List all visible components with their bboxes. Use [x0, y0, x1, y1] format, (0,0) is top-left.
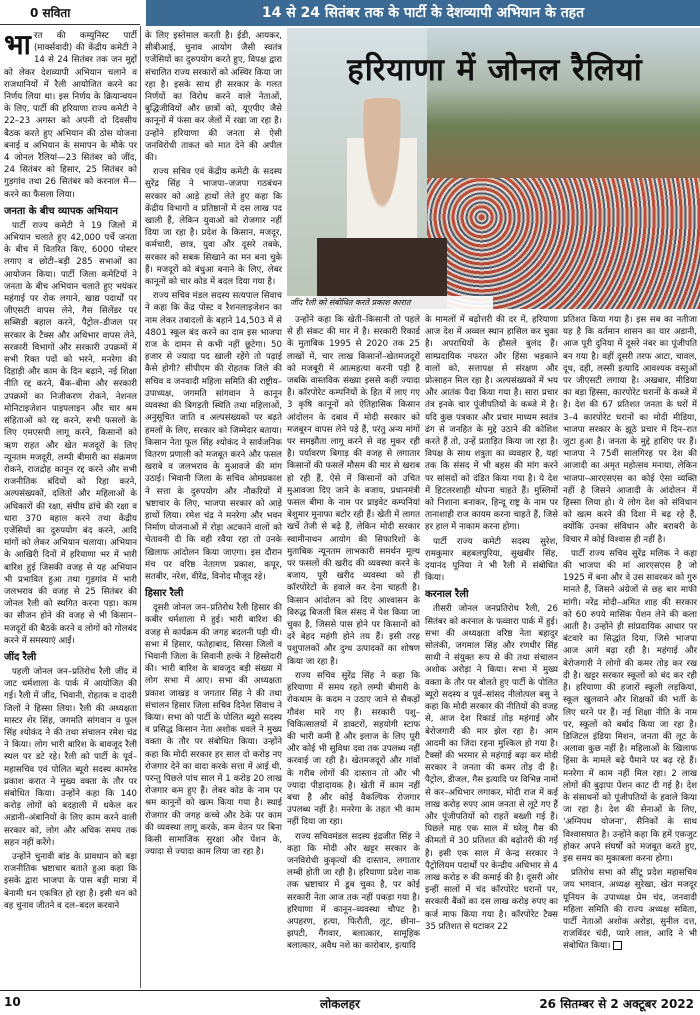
col1-para-1: रत की कम्युनिस्ट पार्टी (मार्क्सवादी) की केंद्रीय कमेटी ने 14 से 24 सितंबर तक जन मुद्दों को लेकर देशव्यापी अभियान चलाने व राजधानियों में रैली आयोजित करने का निर्णय लिया था। इस निर्णय के क्रियान्वयन के लिए, पार्टी की हरियाणा राज्य कमेटी ने 22–23 अगस्त को अपनी दो दिवसीय बैठक करते हुए अभियान की ठोस योजना बनाई व अभियान के समापन के मौके पर 4 जोनल रैलियां—23 सितंबर को जींद, 24 सितंबर को हिसार, 25 सितंबर को गुड़गांव तथा 26 सितंबर को करनाल में—करने का फैसला लिया।	[4, 31, 137, 200]
dropcap: भा	[4, 30, 31, 61]
col4-para-2: पार्टी राज्य कमेटी सदस्य सुरेश, रामकुमार बहबलपुरिया, सुखबीर सिंह, दयानंद पूनिया ने भी रैली में संबोधित किया।	[425, 536, 558, 584]
top-banner: 14 से 24 सितंबर तक के पार्टी के देशव्यापी अभियान के तहत	[146, 0, 700, 26]
subhead-karnal: करनाल रैली	[425, 589, 469, 601]
subhead-hisar: हिसार रैली	[145, 588, 184, 600]
column-rule	[140, 26, 141, 988]
page-footer	[0, 990, 700, 1015]
col2-para-3: राज्य सचिव मंडल सदस्य सत्यपाल सिवाच ने कहा कि केंद्र पोस्ट व रैशनलाइजेशन का नाम लेकर तबादलों के बहाने 14,503 में से 4801 स्कूल बंद करने का दाम इस भाजपा राज के दामन से कभी नहीं छूटेगा। 50 हजार से ज्यादा पद खाली रहेंगे तो पढ़ाई कैसे होगी? सीपीएम की रोहतक जिले की सचिव व जनवादी महिला समिति की राष्ट्रीय–उपाध्यक्ष, जगमति सांगवान ने कानून व्यवस्था की बिगड़ती स्थिति तथा महिलाओं, अनुसूचित जाति व अल्पसंख्यकों पर बढ़ते हमलों के लिए, सरकार को जिम्मेदार बताया। किसान नेता फूल सिंह श्योकंद ने सार्वजनिक वितरण प्रणाली को मजबूत करने और फसल खराबे व जलभराव के मुआवजे की मांग उठाई। भिवानी जिला के सचिव ओमप्रकाश ने सत्ता के दुरुपयोग और नौकरियों में भ्रष्टाचार के लिए, भाजपा सरकार को आड़े हाथों लिया। रमेश चंद्र ने मनरेगा और भवन निर्माण योजनाओं में रोड़ा अटकाने वालों को चेतावनी दी कि वही रवैया रहा तो उनके खिलाफ आंदोलन किया जाएगा। इस दौरान मंच पर वरिष्ठ नेतागण प्रकाश, कपूर, सतबीर, नरेश, वीरेंद्र, विनोद मौजूद रहे।	[145, 291, 282, 582]
col2-para-2: राज्य सचिव एवं केंद्रीय कमेटी के सदस्य सुरेंद्र सिंह ने भाजपा–जजपा गठबंधन सरकार को आड़े हाथों लेते हुए कहा कि केंद्रीय विभागों व प्रतिष्ठानों में दस लाख पद खाली हैं, लेकिन युवाओं को रोजगार नहीं दिया जा रहा है। प्रदेश के किसान, मजदूर, कर्मचारी, छात्र, युवा और दूसरे तबके, सरकार को सबक सिखाने का मन बना चुके हैं। मजदूरों को बंधुआ बनाने के लिए, लेबर कानूनों को चार कोड में बदल दिया गया है।	[145, 167, 282, 288]
section-tag-text: 0 सविता	[30, 6, 71, 20]
col4-para-3: तीसरी जोनल जनप्रतिरोध रैली, 26 सितंबर को करनाल के फव्वारा पार्क में हुई। सभा की अध्यक्षता वरिष्ठ नेता बहादुर सोलंकी, जगमाल सिंह और रणधीर सिंह साथी ने संयुक्त रूप से की तथा संचालन अशोक अरोड़ा ने किया। सभा में मुख्य वक्ता के तौर पर बोलते हुए पार्टी के पोलित ब्यूरो सदस्य व पूर्व–सांसद नीलोत्पल बसु ने कहा कि मोदी सरकार की नीतियों की वजह से, आज देश रिकार्ड तोड़ महंगाई और बेरोजगारी की मार झेल रहा है। आम आदमी का जिंदा रहना मुश्किल हो गया है। टैक्सों की भरमार से महंगाई बढ़ा कर मोदी सरकार ने जनता की कमर तोड़ दी है। पैट्रोल, डीजल, गैस इत्यादि पर विभिन्न नामों से कर–अधिभार लगाकर, मोदी राज में कई लाख करोड़ रुपए आम जनता से लूटे गए हैं और पूंजीपतियों को राहतें बख्शी गई हैं। पिछले माह एक साल में घरेलू गैस की कीमतों में 30 प्रतिशत की बढ़ोतरी की गई है। इसी एक साल में केन्द्र सरकार ने पैट्रोलियम पदार्थों पर केन्द्रीय अधिभार से 4 लाख करोड़ रु की कमाई की है। दूसरी ओर इन्हीं सालों में चंद कॉरपोरेट घरानों पर, सरकारी बैंकों का दस लाख करोड़ रुपए का कर्ज माफ किया गया है। कॉरपोरेट टैक्स 35 प्रतिशत से घटाकर 22	[425, 604, 558, 932]
end-mark-icon	[613, 941, 622, 950]
col2-para-1: के लिए इस्तेमाल करती है। ईडी, आयकर, सीबीआई, चुनाव आयोग जैसी स्वतंत्र एजेंसियों का दुरुपयोग करते हुए, विपक्ष द्वारा संचालित राज्य सरकारों को अस्थिर किया जा रहा है। इसके साथ ही सरकार के गलत निर्णयों का विरोध करने वाले नेताओं, बुद्धिजीवियों और छात्रों को, यूएपीए जैसे कानूनों में फंसा कर जेलों में रखा जा रहा है। उन्होंने हरियाणा की जनता से ऐसी जनविरोधी ताकत को मात देने की अपील की।	[145, 31, 282, 164]
publication-name: लोकलहर	[320, 997, 360, 1011]
column-3	[287, 314, 420, 986]
subhead-campaign: जनता के बीच व्यापक अभियान	[4, 205, 118, 217]
col3-para-1: उन्होंने कहा कि खेती–किसानी तो पहले से ही संकट की मार में है। सरकारी रिकार्ड के मुताबिक 1995 से 2020 तक 25 लाखों में, चार लाख किसानों–खेतमजदूरों को मजबूरी में आत्महत्या करनी पड़ी है जबकि वास्तविक संख्या इससे कहीं ज्यादा है। कॉरपोरेट कम्पनियों के हित में लाए गए 3 कृषि कानूनों को ऐतिहासिक किसान आंदोलन के दबाव में मोदी सरकार को मजबूरन वापस लेने पड़े हैं, परंतु अन्य मांगों पर समझौता लागू करने से वह मुकर रही है। पर्यावरण बिगाड़ की वजह से लगातार किसानों की फसलें मौसम की मार से खराब हो रही हैं, ऐसे में किसानों को उचित मुआवजा दिए जाने के बजाय, प्रधानमंत्री फसल बीमा के नाम पर प्राइवेट कम्पनियां बेशुमार मुनाफा बटोर रही हैं। खेती में लागत खर्चे तेजी से बढ़े हैं, लेकिन मोदी सरकार स्वामीनाथन आयोग की सिफारिशों के मुताबिक न्यूनतम लाभकारी समर्थन मूल्य पर फसलों की खरीद की व्यवस्था करने के बजाय, पूरी खरीद व्यवस्था को ही कॉरपोरेटों के हवाले कर देना चाहती है। किसान आंदोलन को दिए आश्वासन के विरुद्ध बिजली बिल संसद में पेश किया जा चुका है, जिससे पास होने पर किसानों को दरें बेहद महंगी होने तय हैं। इसी तरह पशुपालकों और दुग्ध उत्पादकों का शोषण किया जा रहा है।	[287, 315, 420, 667]
page-number: 10	[4, 995, 21, 1009]
column-4	[425, 314, 558, 986]
column-5	[563, 314, 697, 986]
col3-para-3: राज्य सचिवमंडल सदस्य इंद्रजीत सिंह ने कहा कि मोदी और खट्टर सरकार के जनविरोधी कुकृत्यों की दास्तान, लगातार लम्बी होती जा रही है। हरियाणा प्रदेश नाक तक भ्रष्टाचार में डूब चुका है, पर कोई सरकारी नेता आज तक नहीं पकड़ा गया है। हरियाणा में कानून–व्यवस्था चौपट है। अपहरण, हत्या, फिरौती, लूट, छीना–झपटी, गैंगवार, बलात्कार, सामूहिक बलात्कार, अवैध नशे का कारोबार, इत्यादि	[287, 831, 420, 952]
headline: हरियाणा में जोनल रैलियां	[347, 52, 643, 88]
col2-para-4: दूसरी जोनल जन–प्रतिरोध रैली हिसार की कबीर धर्मशाला में हुई। भारी बारिश की वजह से कार्यक्रम की जगह बदलनी पड़ी थी। सभा में हिसार, फतेहाबाद, सिरसा जिलों व भिवानी जिला के सिवानी हल्के ने हिस्सेदारी की। भारी बारिश के बावजूद बड़ी संख्या में लोग सभा में आए। सभा की अध्यक्षता प्रकाश जाखड़ व जगतार सिंह ने की तथा संचालन हिसार जिला सचिव दिनेश सिवाच ने किया। सभा को पार्टी के पोलित ब्यूरो सदस्य व प्रसिद्ध किसान नेता अशोक धवले ने मुख्य वक्ता के तौर पर संबोधित किया। उन्होंने कहा कि मोदी सरकार हर साल दो करोड़ नए रोजगार देने का वादा करके सत्ता में आई थी, परन्तु पिछले पांच साल में 1 करोड़ 20 लाख रोजगार कम हुए हैं। लेबर कोड के नाम पर श्रम कानूनों को खत्म किया गया है। स्थाई रोजगार की जगह कच्चे और ठेके पर काम की व्यवस्था लागू करके, कम वेतन पर बिना किसी सामाजिक सुरक्षा और पेंशन के, ज्यादा से ज्यादा काम लिया जा रहा है।	[145, 603, 282, 858]
col5-para-1: प्रतिशत किया गया है। इस सब का नतीजा यह है कि वर्तमान शासन का यार अडानी, आज पूरी दुनिया में दूसरे नंबर का पूंजीपति बन गया है। वहीं दूसरी तरफ आटा, चावल, दूध, दही, लस्सी इत्यादि आवश्यक वस्तुओं पर जीएसटी लगाया है। अखबार, मीडिया का बड़ा हिस्सा, कारपोरेट घरानों के कब्जे में है। देश की 67 प्रतिशत जनता के घरों में 3–4 कारपोरेट घरानों का मोदी मीडिया, भाजपा सरकार के झूठे प्रचार में दिन–रात जुटा हुआ है। जनता के मुद्दे हाशिए पर हैं। भाजपा ने 75वीं सालगिरह पर देश की आजादी का अमृत महोत्सव मनाया, लेकिन भाजपा–आरएसएस का कोई ऐसा व्यक्ति नहीं है जिसने आजादी के आंदोलन में हिस्सा लिया हो। ये लोग देश को संविधान को खत्म करने की दिशा में बढ़ रहे हैं, क्योंकि उनका संविधान और बराबरी के विचार में कोई विश्वास ही नहीं है।	[563, 315, 697, 545]
section-tag	[0, 0, 140, 25]
column-2	[145, 30, 282, 986]
col1-para-2: पार्टी राज्य कमेटी ने 19 जिलों में अभियान चलाते हुए 42,000 पर्चे जनता के बीच में वितरित किए, 6000 पोस्टर लगाए व छोटी–बड़ी 285 सभाओं का आयोजन किया। पार्टी जिला कमेटियों ने जनता के बीच अभियान चलाते हुए भयंकर महंगाई पर रोक लगाने, खाद्य पदार्थों पर जीएसटी वापस लेने, गैस सिलेंडर पर सब्सिडी बहाल करने, पैट्रोल–डीजल पर सरकार के टैक्स और अधिभार वापस लेने, सरकारी विभागों और सरकारी उपक्रमों में सभी रिक्त पदों को भरने, मनरेगा की दिहाड़ी और काम के दिन बढ़ाने, नई शिक्षा नीति रद्द करने, बैंक–बीमा और सरकारी उपक्रमों का निजीकरण रोकने, नेशनल मोनिटाइजेशन पाइपलाइन और चार श्रम संहिताओं को रद्द करने, सभी फसलों के लिए एमएसपी लागू करने, किसानों को ऋण राहत और खेत मजदूरों के लिए न्यूनतम मजदूरी, लम्पी बीमारी का संक्रमण रोकने, राजद्रोह कानून रद्द करने और सभी राजनीतिक बंदियों को रिहा करने, अल्पसंख्यकों, दलितों और महिलाओं के अधिकारों की रक्षा, संघीय ढांचे की रक्षा व धारा 370 बहाल करने तथा केंद्रीय एजेंसियों का दुरुपयोग बंद करने, आदि मांगों को लेकर अभियान चलाया। अभियान के आखिरी दिनों में हरियाणा भर में भारी बारिश हुई जिसकी वजह से यह अभियान भी प्रभावित हुआ तथा गुड़गांव में भारी जलभराव की वजह से 25 सितंबर की जोनल रैली को स्थगित करना पड़ा। काम का सीजन होने की वजह से भी किसान–मजदूरों की बैठकें करने व लोगों को गोलबंद करने में समस्याएं आईं।	[4, 220, 137, 646]
col5-para-2: पार्टी राज्य सचिव सुरेंद्र मलिक ने कहा की भाजपा की मां आरएसएस है जो 1925 में बना और वे उस सावरकर को गुरु मानते हैं, जिसने अंग्रेजों से छह बार माफी मांगी। नरेंद्र मोदी–अमित शाह की सरकार को 60 रुपये मासिक पेंशन लेने की कला आती है। उन्होंने ही सांप्रदायिक आधार पर बंटवारे का सिद्धांत दिया, जिसे भाजपा आज आगे बढ़ा रही है। महंगाई और बेरोजगारी ने लोगों की कमर तोड़ कर रख दी है। खट्टर सरकार स्कूलों को बंद कर रही है। हरियाणा की हजारों स्कूली लड़कियां, स्कूल खुलवाने और शिक्षकों की भर्ती के लिए धरने पर हैं। नई शिक्षा नीति के नाम पर, स्कूलों को बर्बाद किया जा रहा है। डिजिटल इंडिया मिशन, जनता की लूट के अलावा कुछ नहीं है। महिलाओं के खिलाफ हिंसा के मामले बढ़े पैमाने पर बढ़ रहे हैं। मनरेगा में काम नहीं मिल रहा। 2 लाख लोगों की बुढ़ापा पेंशन काट दी गई है। देश के संसाधनों को पूंजीपतियों के हवाले किया जा रहा है। देश की सेनाओं के लिए, 'अग्निपथ योजना', सैनिकों के साथ विश्वासघात है। उन्होंने कहा कि हमें एकजुट होकर अपने संघर्षों को मजबूत करते हुए, इस समय का मुकाबला करना होगा।	[563, 548, 697, 864]
col5-para-3: प्रतिरोध सभा को सीटू प्रदेश महासचिव जय भगवान, अध्यक्ष सुरेखा, खेत मजदूर यूनियन के उपाध्यक्ष प्रेम चंद, जनवादी महिला समिति की राज्य अध्यक्ष सविता, पार्टी नेताओं अशोक अरोड़ा, सुनील दत्त, राजविंदर चंदी, प्यारे लाल, आदि ने भी संबोधित किया।	[563, 868, 697, 952]
column-1	[4, 30, 137, 986]
col1-para-4: उन्होंने चुनावी बांड के प्रावधान को बड़ा राजनीतिक भ्रष्टाचार बताते हुआ कहा कि इसके द्वारा भाजपा के पास बड़ी मात्रा में बेनामी धन एकत्रित हो रहा है। इसी धन को वह चुनाव जीतने व दल–बदल करवाने	[4, 852, 137, 911]
photo-crowd	[427, 178, 700, 309]
col4-para-1: के मामलों में बढ़ोत्तरी की दर में, हरियाणा आज देश में अव्वल स्थान हासिल कर चुका है। अपराधियों के हौसले बुलंद हैं। साम्प्रदायिक नफरत और हिंसा भड़काने वालों को, सत्तापक्ष से संरक्षण और प्रोत्साहन मिल रहा है। अल्पसंख्यकों में भय और आतंक पैदा किया गया है। सारा प्रचार तंत्र इनके चार पूंजीपतियों के कब्जे में है। यदि कुछ पत्रकार और प्रचार माध्यम स्वतंत्र ढंग से जनहित के मुद्दे उठाने की कोशिश करते हैं तो, उन्हें प्रताड़ित किया जा रहा है। विपक्ष के साथ शत्रुता का व्यवहार है, यहां तक कि संसद में भी बहस की मांग करने पर सांसदों को दंडित किया गया है। ये देश में हिटलरशाही थोपना चाहते हैं। मुस्लिमों को निशाना बनाकर, हिन्दू राष्ट्र के नाम पर तानाशाही राज कायम करना चाहते हैं, जिसे हर हाल में नाकाम करना होगा।	[425, 315, 558, 533]
subhead-jind: जींद रैली	[4, 651, 37, 663]
col3-para-2: राज्य सचिव सुरेंद्र सिंह ने कहा कि हरियाणा में समय रहते लम्पी बीमारी के रोकथाम के कदम न उठाए जाने से सैकड़ों गौवंश मारे गए हैं। सरकारी पशु–चिकित्सालयों में डाक्टरों, सहयोगी स्टाफ की भारी कमी है और इलाज के लिए पूरी और कोई भी सुविधा दवा तक उपलब्ध नहीं करवाई जा रही है। खेतमजदूरों और गांवों के गरीब लोगों की दास्तान तो और भी ज्यादा पीड़ादायक है। खेती में काम नहीं बचा है और कोई वैकल्पिक रोजगार उपलब्ध नहीं है। मनरेगा के तहत भी काम नहीं दिया जा रहा।	[287, 670, 420, 828]
photo-caption: जींद रैली को संबोधित करते प्रकाश कारात	[287, 296, 493, 309]
col1-para-3: पहली जोनल जन–प्रतिरोध रैली जींद में जाट धर्मशाला के पार्क में आयोजित की गई। रैली में जींद, भिवानी, रोहतक व दादरी जिलों ने हिस्सा लिया। रैली की अध्यक्षता मास्टर शेर सिंह, जगमति सांगवान व फूल सिंह श्योकंद ने की तथा संचालन रमेश चंद्र ने किया। लोग भारी बारिश के बावजूद रैली स्थल पर डटे रहे। रैली को पार्टी के पूर्व–महासचिव एवं पोलित ब्यूरो सदस्य कामरेड प्रकाश करात ने मुख्य वक्ता के तौर पर संबोधित किया। उन्होंने कहा कि 140 करोड़ लोगों को बदहाली में धकेल कर अडानी–अंबानियों के लिए काम करने वाली सरकार को, लोग और अधिक समय तक सहन नहीं करेंगे।	[4, 666, 137, 848]
issue-date: 26 सितम्बर से 2 अक्टूबर 2022	[539, 997, 694, 1011]
